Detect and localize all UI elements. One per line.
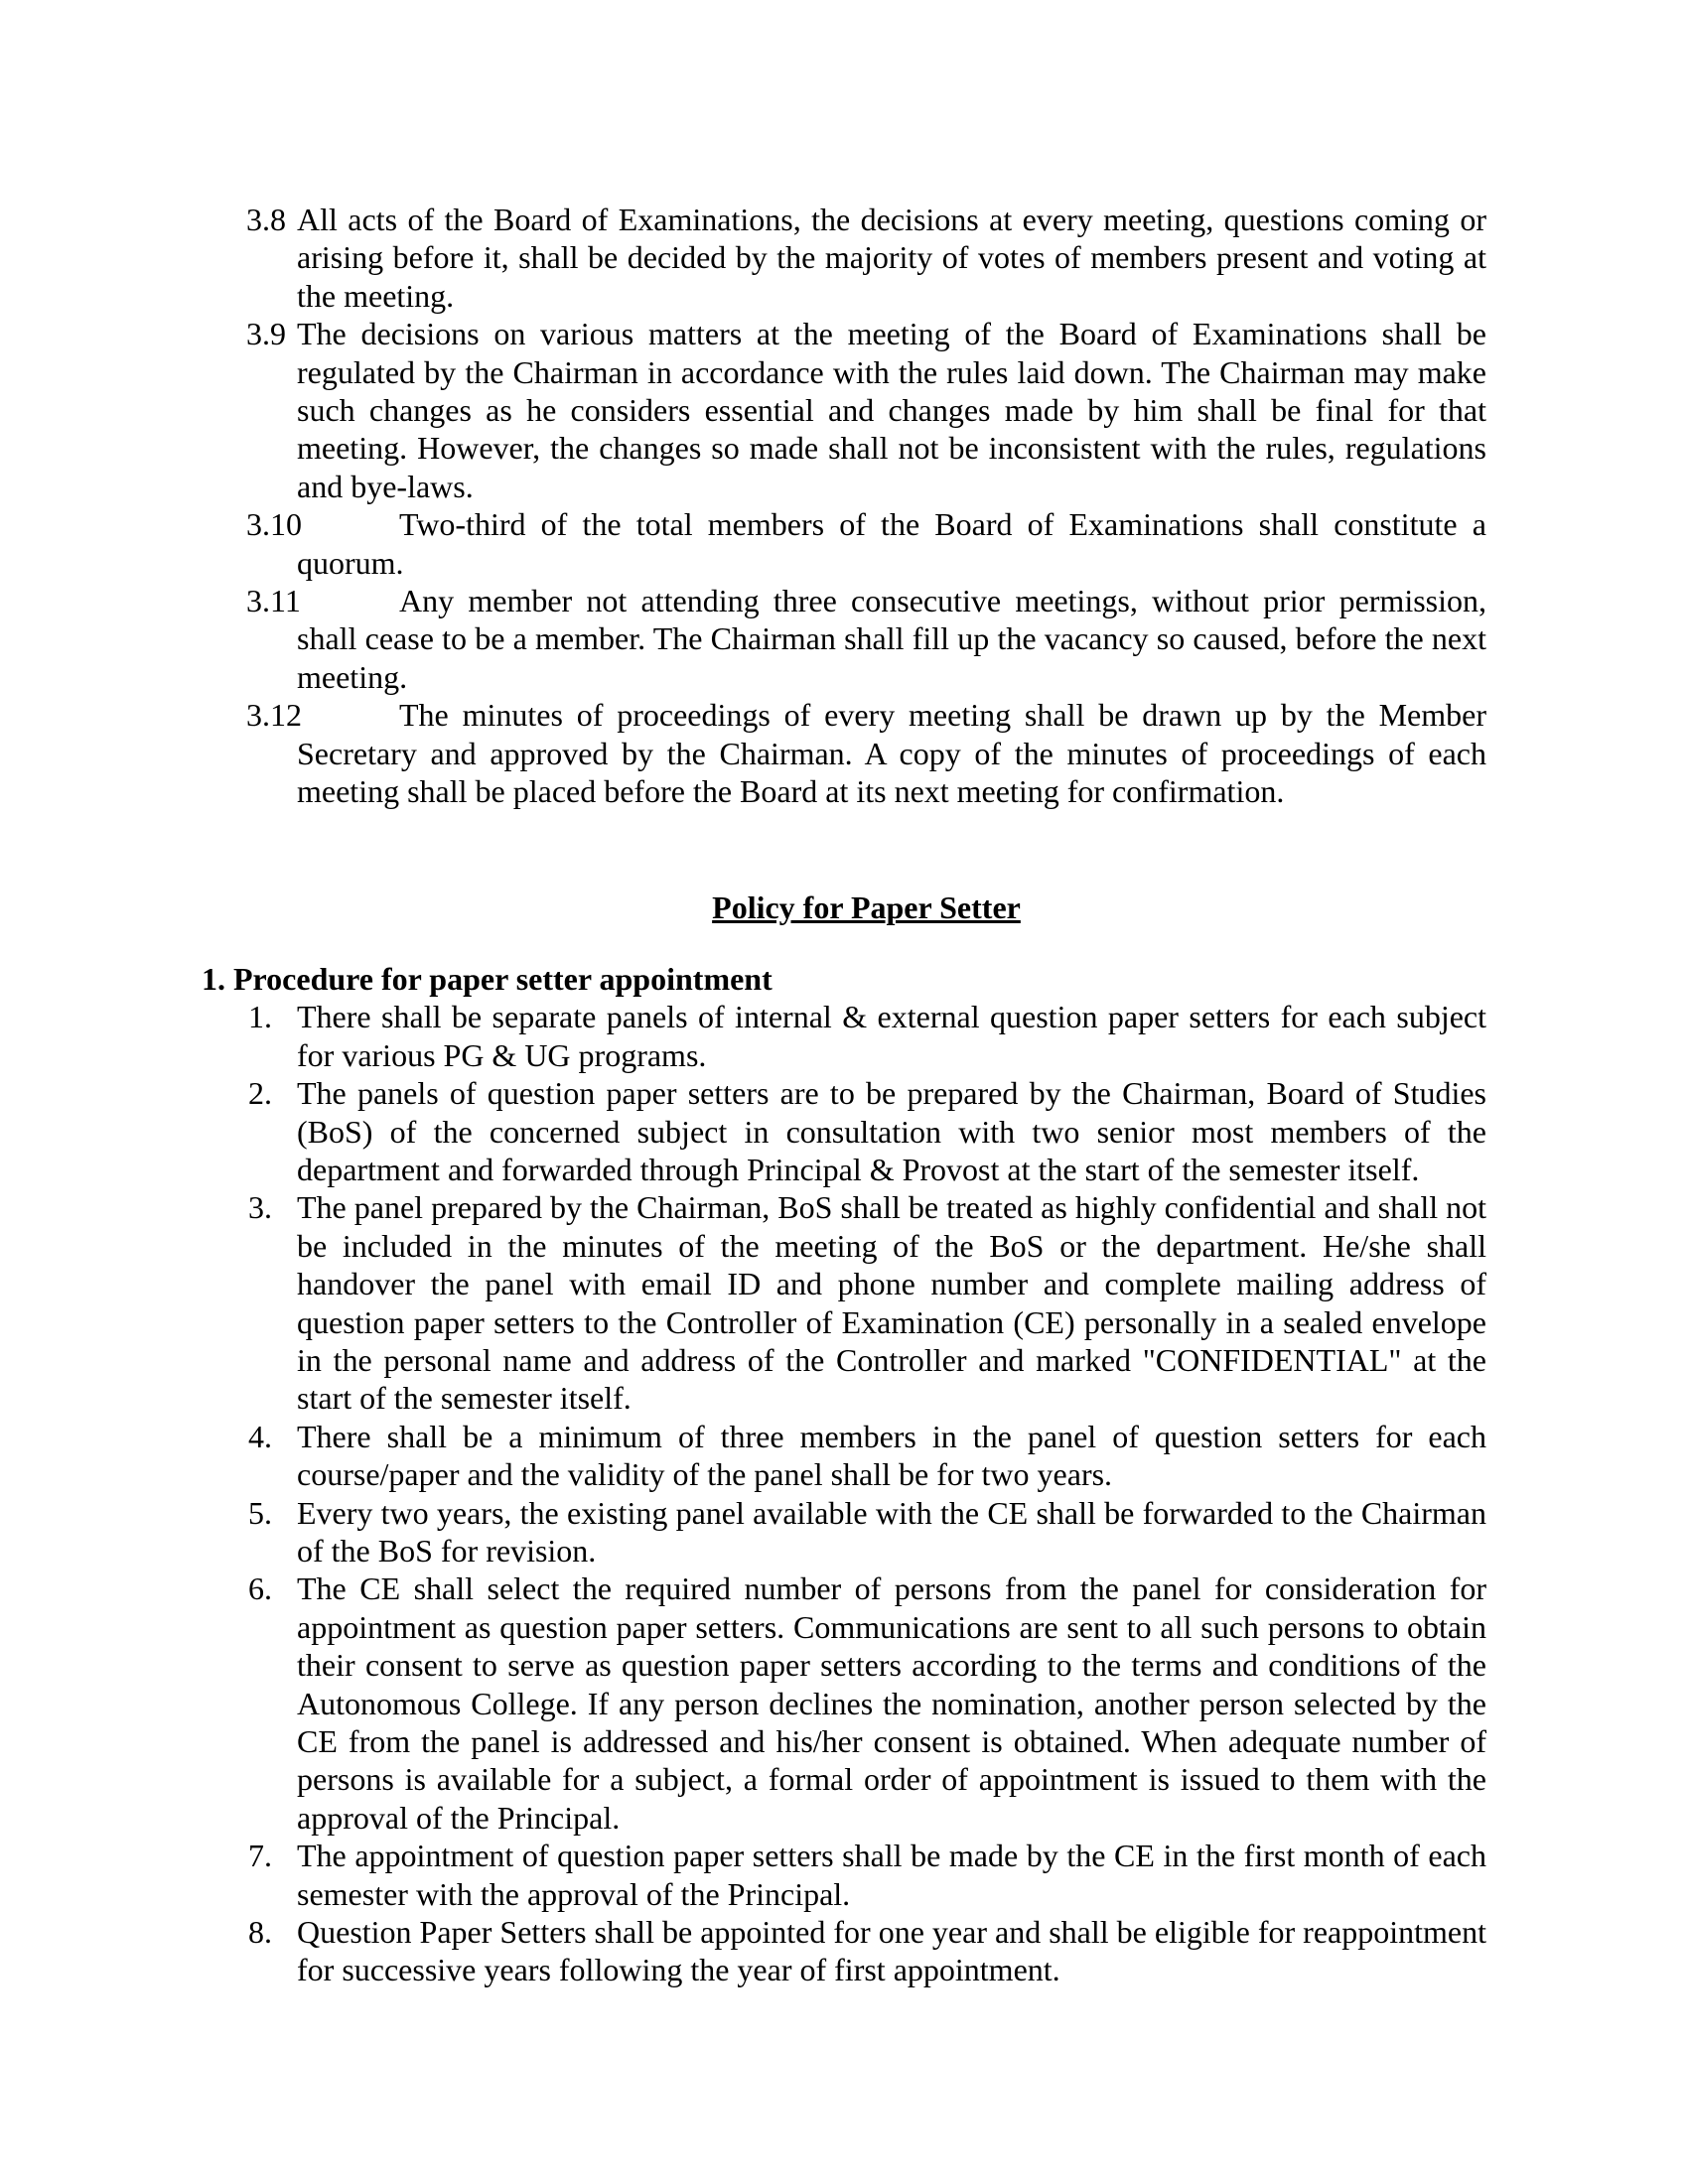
clause-3-11 (246, 582, 1486, 696)
clause-number: 3.11 (246, 583, 301, 619)
clause-number: 3.12 (246, 697, 302, 734)
item-number: 1. (248, 999, 272, 1035)
item-number: 6. (248, 1570, 272, 1607)
clause-number: 3.10 (246, 506, 302, 543)
section-title: 1. Procedure for paper setter appointment (202, 960, 773, 997)
clause-text: All acts of the Board of Examinations, the decisions at every meeting, questions coming or arising before it, shall be decided by the majority of votes of members present and voting at the meeting. (297, 202, 1486, 314)
list-item (246, 998, 1486, 1074)
clause-text: Any member not attending three consecutive meetings, without prior permission, shall cease to be a member. The Chairman shall fill up the vacancy so caused, before the next meeting. (297, 583, 1486, 695)
list-item (246, 1494, 1486, 1570)
list-item (246, 1418, 1486, 1494)
list-item (246, 1074, 1486, 1188)
item-text: The panels of question paper setters are to be prepared by the Chairman, Board of Studies (BoS) of the concerned subject in consultation with two senior most members of the department and forwarded through Principal & Provost at the start of the semester itself. (297, 1075, 1486, 1187)
item-number: 7. (248, 1838, 272, 1874)
list-item (246, 1837, 1486, 1913)
clause-3-12 (246, 696, 1486, 810)
clause-3-8 (246, 201, 1486, 315)
clause-3-9 (246, 315, 1486, 505)
clause-number: 3.8 (246, 202, 286, 237)
item-text: The panel prepared by the Chairman, BoS shall be treated as highly confidential and shall not be included in the minutes of the meeting of the BoS or the department. He/she shall handover the panel with email ID and phone number and complete mailing address of question paper setters to the Controller of Examination (CE) personally in a sealed envelope in the personal name and address of the Controller and marked "CONFIDENTIAL" at the start of the semester itself. (297, 1189, 1486, 1417)
clause-3-10 (246, 505, 1486, 582)
item-number: 2. (248, 1075, 272, 1112)
list-item (246, 1570, 1486, 1837)
item-text: The CE shall select the required number of persons from the panel for consideration for appointment as question paper setters. Communications are sent to all such persons to obtain their consent to serve as question paper setters according to the terms and conditions of the Autonomous College. If any person declines the nomination, another person selected by the CE from the panel is addressed and his/her consent is obtained. When adequate number of persons is available for a subject, a formal order of appointment is issued to them with the approval of the Principal. (297, 1570, 1486, 1836)
item-text: There shall be a minimum of three members in the panel of question setters for each course/paper and the validity of the panel shall be for two years. (297, 1418, 1486, 1493)
item-text: There shall be separate panels of internal & external question paper setters for each subject for various PG & UG programs. (297, 999, 1486, 1073)
item-number: 3. (248, 1189, 272, 1226)
item-number: 5. (248, 1494, 272, 1531)
item-number: 4. (248, 1418, 272, 1454)
item-text: Every two years, the existing panel available with the CE shall be forwarded to the Chairman of the BoS for revision. (297, 1494, 1486, 1569)
document-body (202, 201, 1486, 1989)
clause-text: The minutes of proceedings of every meeting shall be drawn up by the Member Secretary and approved by the Chairman. A copy of the minutes of proceedings of each meeting shall be placed before the Board at its next meeting for confirmation. (297, 697, 1486, 810)
item-text: Question Paper Setters shall be appointed for one year and shall be eligible for reappointment for successive years following the year of first appointment. (297, 1914, 1486, 1988)
item-text: The appointment of question paper setters shall be made by the CE in the first month of each semester with the approval of the Principal. (297, 1838, 1486, 1912)
clause-text: The decisions on various matters at the meeting of the Board of Examinations shall be regulated by the Chairman in accordance with the rules laid down. The Chairman may make such changes as he considers essential and changes made by him shall be final for that meeting. However, the changes so made shall not be inconsistent with the rules, regulations and bye-laws. (297, 316, 1486, 504)
policy-title: Policy for Paper Setter (712, 888, 1021, 925)
clause-number: 3.9 (246, 316, 286, 352)
list-item (246, 1913, 1486, 1989)
clause-text: Two-third of the total members of the Board of Examinations shall constitute a quorum. (297, 506, 1486, 581)
list-item (246, 1188, 1486, 1417)
item-number: 8. (248, 1914, 272, 1951)
